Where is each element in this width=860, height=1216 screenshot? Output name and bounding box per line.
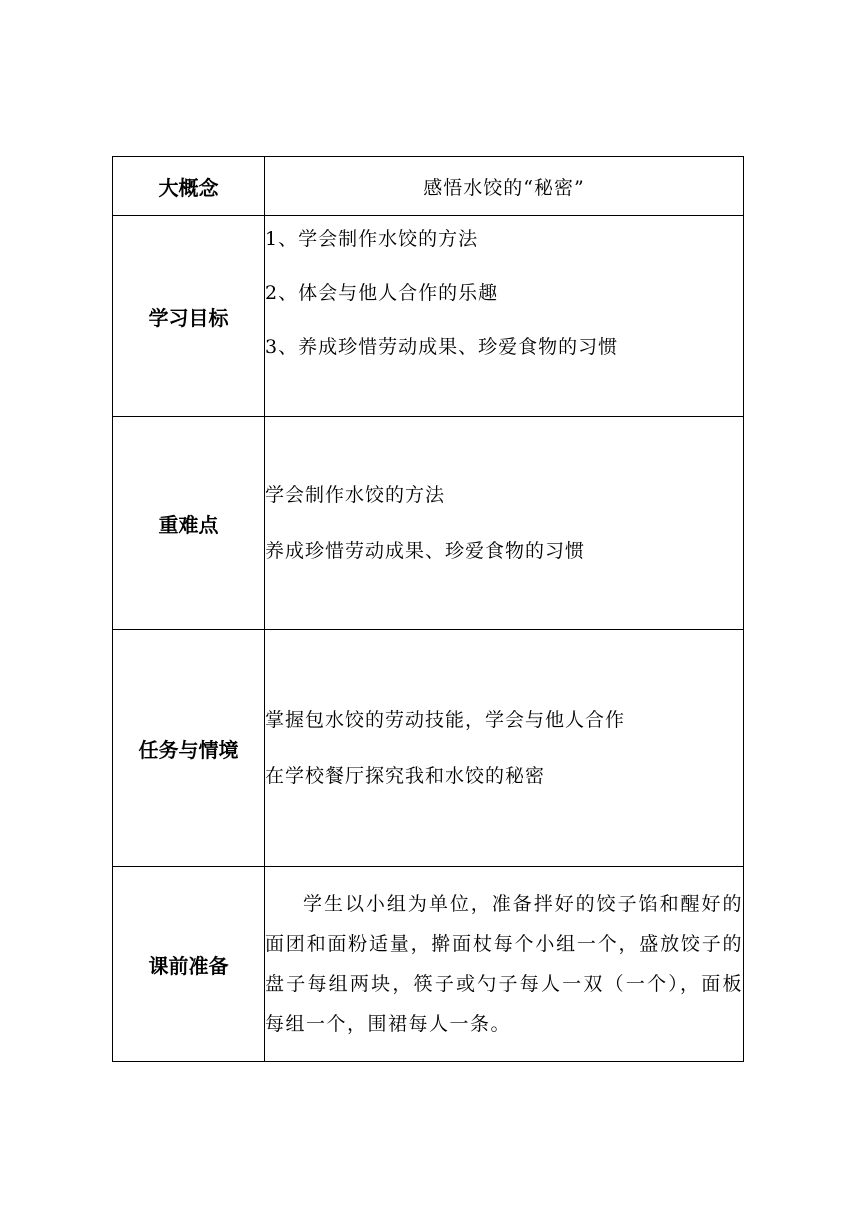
concept-row xyxy=(113,157,744,216)
lesson-plan-table xyxy=(112,156,744,1062)
task-item: 掌握包水饺的劳动技能，学会与他人合作 xyxy=(265,709,626,731)
concept-content: 感悟水饺的“秘密” xyxy=(265,157,744,216)
task-content xyxy=(265,630,744,867)
key-points-label: 重难点 xyxy=(113,417,265,630)
goal-item: 2、体会与他人合作的乐趣 xyxy=(265,282,499,304)
goals-label: 学习目标 xyxy=(113,216,265,417)
preparation-content: 学生以小组为单位，准备拌好的饺子馅和醒好的面团和面粉适量，擀面杖每个小组一个，盛放饺子的盘子每组两块，筷子或勺子每人一双（一个），面板每组一个，围裙每人一条。 xyxy=(265,867,744,1062)
key-point-item: 学会制作水饺的方法 xyxy=(265,484,446,506)
preparation-label: 课前准备 xyxy=(113,867,265,1062)
task-item: 在学校餐厅探究我和水饺的秘密 xyxy=(265,765,546,787)
key-point-item: 养成珍惜劳动成果、珍爱食物的习惯 xyxy=(265,540,586,562)
goal-item: 3、养成珍惜劳动成果、珍爱食物的习惯 xyxy=(265,336,619,358)
preparation-row xyxy=(113,867,744,1062)
goals-content xyxy=(265,216,744,417)
task-label: 任务与情境 xyxy=(113,630,265,867)
key-points-row xyxy=(113,417,744,630)
goals-row xyxy=(113,216,744,417)
concept-label: 大概念 xyxy=(113,157,265,216)
key-points-content xyxy=(265,417,744,630)
goal-item: 1、学会制作水饺的方法 xyxy=(265,228,479,250)
task-row xyxy=(113,630,744,867)
